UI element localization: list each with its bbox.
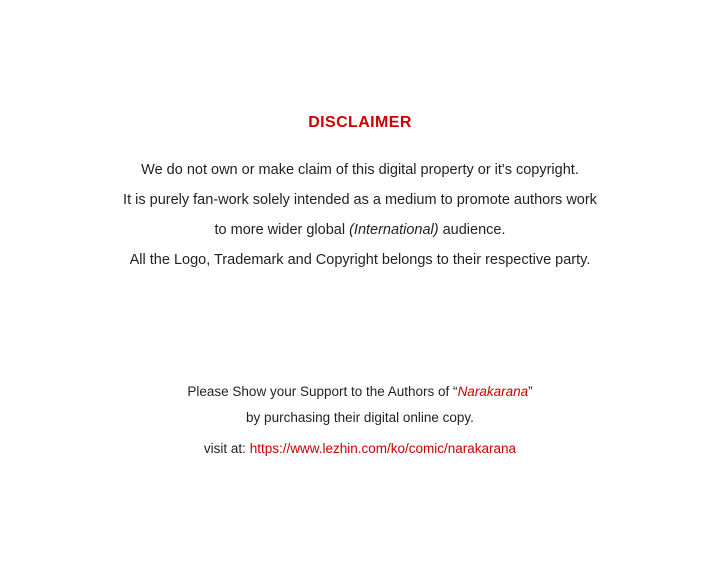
visit-line [0, 441, 720, 456]
support-line-1-prefix: Please Show your Support to the Authors of “ [187, 384, 458, 399]
support-message [0, 379, 720, 431]
visit-label: visit at: [203, 441, 250, 456]
disclaimer-text [0, 155, 720, 275]
disclaimer-line-3-suffix: audience. [438, 222, 506, 238]
comic-title: Narakarana [457, 384, 529, 399]
disclaimer-line-1: We do not own or make claim of this digital property or it's copyright. [141, 162, 579, 178]
lezhin-link[interactable]: https://www.lezhin.com/ko/comic/narakarana [249, 441, 517, 456]
support-line-1 [0, 379, 720, 405]
support-line-1-suffix: ” [528, 384, 533, 399]
page-title: DISCLAIMER [308, 114, 412, 131]
disclaimer-line-2: It is purely fan-work solely intended as a medium to promote authors work [123, 192, 597, 208]
disclaimer-line-4: All the Logo, Trademark and Copyright belongs to their respective party. [129, 252, 591, 268]
disclaimer-line-3-italic: (International) [349, 222, 439, 238]
disclaimer-line-3 [0, 215, 720, 245]
disclaimer-line-3-prefix: to more wider global [214, 222, 350, 238]
support-line-2: by purchasing their digital online copy. [246, 410, 474, 425]
